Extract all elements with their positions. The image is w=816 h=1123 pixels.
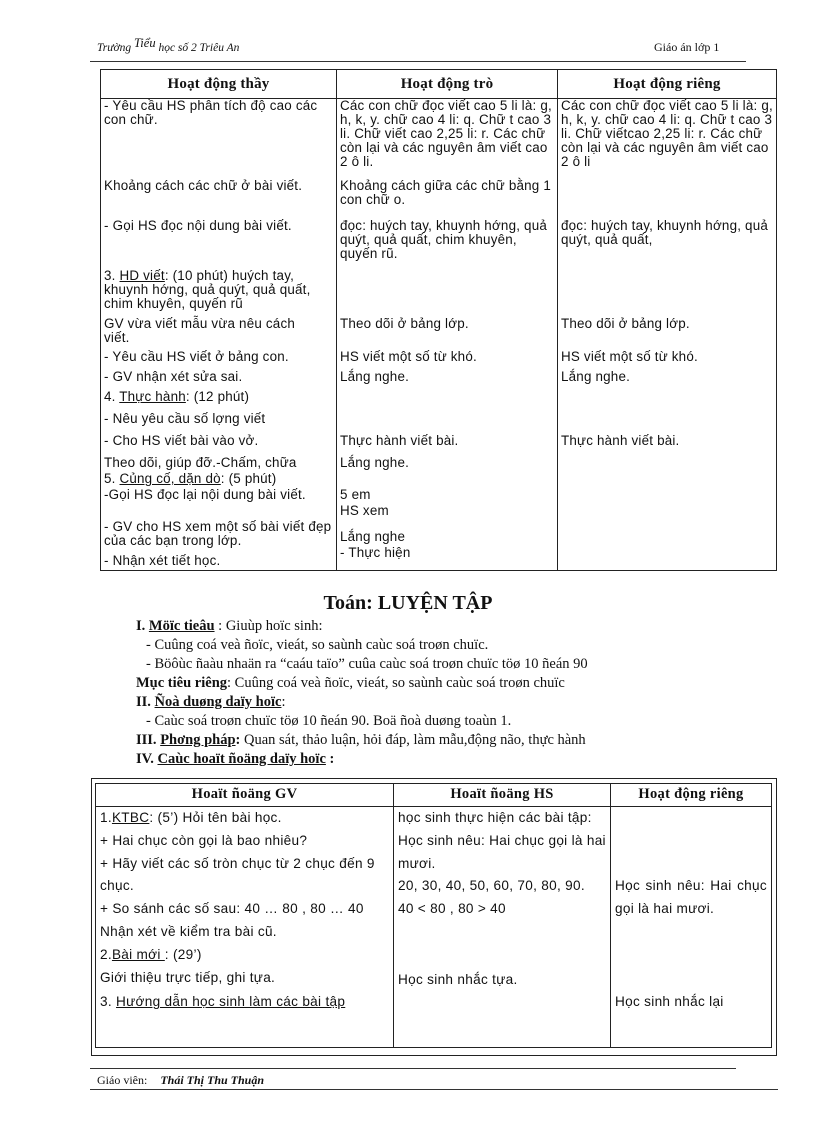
obj-iii-rest: Quan sát, thảo luận, hỏi đáp, làm mẫu,động não, thực hành bbox=[240, 732, 586, 748]
t2-gv-l6-label: Bài mới bbox=[111, 946, 165, 962]
t1-rieng-col bbox=[558, 99, 777, 571]
header-school-1: Trường bbox=[97, 42, 132, 54]
t1-c1-r12-label: Củng cố, dặn dò bbox=[119, 471, 221, 486]
t1-c1-r5 bbox=[104, 314, 333, 350]
obj-i-label: Möïc tieâu bbox=[148, 618, 215, 634]
obj-iv-num: IV. bbox=[136, 751, 154, 767]
obj-iv bbox=[136, 750, 756, 769]
obj-i-num: I. bbox=[136, 618, 146, 634]
t2-header-rieng: Hoạt động riêng bbox=[611, 784, 772, 807]
t1-c2-r3: đọc: huých tay, khuynh hớng, quả quýt, quả quất, chim khuyên, quyến rũ. bbox=[340, 218, 547, 261]
obj-iii bbox=[136, 731, 756, 750]
activity-table-2 bbox=[95, 783, 772, 1048]
t1-c2-r15: - Thực hiện bbox=[340, 545, 411, 560]
t2-gv-l6-rest: : (29’) bbox=[164, 946, 202, 962]
t1-c2-r11: Lắng nghe. bbox=[340, 455, 410, 470]
obj-i-1: - Cuûng coá veà ñoïc, vieát, so saùnh caùc soá troøn chuïc. bbox=[146, 637, 489, 653]
t1-c1-r8 bbox=[104, 390, 333, 412]
t1-teacher-col bbox=[101, 99, 337, 571]
t2-gv-l8 bbox=[100, 991, 389, 1014]
t2-hs-l5: Học sinh nhắc tựa. bbox=[398, 971, 518, 987]
t1-c2-r10: Thực hành viết bài. bbox=[340, 433, 459, 448]
obj-ii-num: II. bbox=[136, 694, 151, 710]
t2-gv-l3: + Hãy viết các số tròn chục từ 2 chục đến 9 chục. bbox=[100, 855, 375, 894]
obj-i bbox=[136, 617, 756, 636]
obj-rieng-rest: : Cuûng coá veà ñoïc, vieát, so saùnh caùc soá troøn chuïc bbox=[227, 675, 565, 691]
t1-c2-r6: HS viết một số từ khó. bbox=[340, 349, 477, 364]
t1-c1-r4-label: HD viết bbox=[119, 268, 165, 283]
footer-rule-bottom bbox=[90, 1089, 778, 1090]
activity-table-1 bbox=[100, 69, 777, 571]
t2-header-gv: Hoaït ñoäng GV bbox=[96, 784, 394, 807]
t1-c1-r13: -Gọi HS đọc lại nội dung bài viết. bbox=[104, 487, 306, 502]
t1-c2-r2: Khoảng cách giữa các chữ bằng 1 con chữ o. bbox=[340, 178, 551, 207]
t1-c1-r3: - Gọi HS đọc nội dung bài viết. bbox=[104, 218, 292, 233]
t1-c1-r2: Khoảng cách các chữ ở bài viết. bbox=[104, 178, 303, 193]
t1-c2-r1: Các con chữ đọc viết cao 5 li là: g, h, k, y. chữ cao 4 li: q. Chữ t cao 3 li. Chữ viết cao 2,25 li: r. Các chữ còn lại và các nguyên âm viết cao 2 ô li. bbox=[340, 98, 552, 169]
t2-rieng-l1: Học sinh nêu: Hai chục gọi là hai mươi. bbox=[615, 878, 767, 916]
t1-c1-r6: - Yêu cầu HS viết ở bảng con. bbox=[104, 349, 289, 364]
activity-table-2-frame bbox=[91, 778, 777, 1056]
t1-c3-r5: Theo dõi ở bảng lớp. bbox=[561, 316, 690, 331]
t1-c2-r13: 5 em bbox=[340, 487, 371, 502]
t1-c1-r12-rest: : (5 phút) bbox=[220, 471, 277, 486]
t2-gv-l1-label: KTBC bbox=[111, 810, 150, 825]
t2-header-hs: Hoaït ñoäng HS bbox=[394, 784, 611, 807]
t1-c3-r1: Các con chữ đọc viết cao 5 li là: g, h, k, y. chữ cao 4 li: q. Chữ t cao 3 li. Chữ viếtcao 2,25 li: r. Các chữ còn lại và các nguyên âm viết cao 2 ô li bbox=[561, 98, 773, 169]
t1-c1-r8-rest: : (12 phút) bbox=[185, 389, 250, 404]
obj-rieng bbox=[136, 674, 756, 693]
footer-rule-top bbox=[90, 1068, 736, 1069]
t1-c1-r5-text: GV vừa viết mẫu vừa nêu cách viết. bbox=[104, 316, 295, 345]
t2-hs-l3: 20, 30, 40, 50, 60, 70, 80, 90. bbox=[398, 878, 585, 894]
t1-c2-r5: Theo dõi ở bảng lớp. bbox=[340, 316, 469, 331]
t1-c1-r9: - Nêu yêu cầu số lợng viết bbox=[104, 411, 266, 426]
t2-gv-l1-num: 1. bbox=[100, 810, 112, 825]
header-school-3: học số 2 Triêu An bbox=[158, 42, 240, 54]
t1-c1-r4-rest: : (10 phút) huých tay, khuynh hớng, quả quýt, quả quất, chim khuyên, quyến rũ bbox=[104, 268, 311, 311]
t2-hs-l4: 40 < 80 , 80 > 40 bbox=[398, 901, 506, 917]
t2-hs-l2: Học sinh nêu: Hai chục gọi là hai mươi. bbox=[398, 832, 606, 871]
t2-gv-l1-rest: : (5’) Hỏi tên bài học. bbox=[149, 810, 282, 825]
footer-label: Giáo viên: bbox=[97, 1073, 148, 1087]
obj-ii-rest: : bbox=[281, 694, 286, 710]
header-school-2: Tiểu bbox=[134, 36, 156, 50]
t1-c1-r11: Theo dõi, giúp đỡ.-Chấm, chữa bbox=[104, 455, 297, 470]
obj-iii-label: Phơng pháp bbox=[160, 732, 236, 748]
obj-iv-label: Caùc hoaït ñoäng daïy hoïc bbox=[157, 751, 326, 767]
t1-c1-r1: - Yêu cầu HS phân tích độ cao các con chữ. bbox=[104, 98, 318, 127]
t2-gv-l5: Nhận xét về kiểm tra bài cũ. bbox=[100, 923, 277, 939]
t2-hs-l1: học sinh thực hiện các bài tập: bbox=[398, 810, 592, 825]
t1-c3-r3: đọc: huých tay, khuynh hớng, quả quýt, quả quất, bbox=[561, 218, 768, 247]
obj-iii-colon: : bbox=[235, 732, 241, 748]
t1-c1-r10: - Cho HS viết bài vào vở. bbox=[104, 433, 259, 448]
objectives-section bbox=[136, 617, 756, 769]
obj-i-2: - Böôùc ñaàu nhaän ra “caáu taïo” cuûa caùc soá troøn chuïc töø 10 ñeán 90 bbox=[146, 656, 588, 672]
t1-c2-r14a: HS xem bbox=[340, 503, 389, 518]
t2-gv-l8-num: 3. bbox=[100, 994, 117, 1010]
t2-gv-l7: Giới thiệu trực tiếp, ghi tựa. bbox=[100, 969, 276, 985]
t1-header-teacher: Hoạt động thầy bbox=[101, 70, 337, 99]
t1-header-rieng: Hoạt động riêng bbox=[558, 70, 777, 99]
t1-c3-r7: Lắng nghe. bbox=[561, 369, 631, 384]
t1-c1-r4-num: 3. bbox=[104, 268, 116, 283]
t1-c2-r14b: Lắng nghe bbox=[340, 529, 406, 544]
t1-c2-r7: Lắng nghe. bbox=[340, 369, 410, 384]
header-grade: Giáo án lớp 1 bbox=[654, 40, 720, 54]
t2-rieng-l2: Học sinh nhắc lại bbox=[615, 993, 724, 1009]
t1-c1-r4 bbox=[104, 269, 333, 314]
obj-ii-label: Ñoà duøng daïy hoïc bbox=[154, 694, 282, 710]
t2-rieng-col bbox=[611, 807, 772, 1048]
footer-name: Thái Thị Thu Thuận bbox=[160, 1073, 265, 1087]
t1-c1-r15: - Nhận xét tiết học. bbox=[104, 553, 221, 568]
t2-gv-l8-label: Hướng dẫn học sinh làm các bài tập bbox=[116, 994, 346, 1010]
t2-gv-l1 bbox=[100, 807, 389, 830]
lesson-title: Toán: LUYỆN TẬP bbox=[323, 592, 493, 614]
t1-header-student: Hoạt động trò bbox=[337, 70, 558, 99]
t1-c1-r8-num: 4. bbox=[104, 389, 116, 404]
obj-iv-rest: : bbox=[325, 751, 335, 767]
footer-teacher bbox=[97, 1073, 264, 1088]
t1-student-col bbox=[337, 99, 558, 571]
obj-iii-num: III. bbox=[136, 732, 157, 748]
t1-c3-r6: HS viết một số từ khó. bbox=[561, 349, 698, 364]
t2-gv-l4: + So sánh các số sau: 40 … 80 , 80 … 40 bbox=[100, 901, 364, 917]
t1-c1-r12 bbox=[104, 472, 333, 488]
t1-c1-r7: - GV nhận xét sửa sai. bbox=[104, 369, 243, 384]
obj-ii bbox=[136, 693, 756, 712]
t1-c1-r12-num: 5. bbox=[104, 471, 116, 486]
t2-gv-l6-num: 2. bbox=[100, 946, 112, 962]
t1-c3-r10: Thực hành viết bài. bbox=[561, 433, 680, 448]
t2-gv-l6 bbox=[100, 944, 389, 967]
obj-ii-1: - Caùc soá troøn chuïc töø 10 ñeán 90. Boä ñoà duøng toaùn 1. bbox=[146, 713, 512, 729]
header-school bbox=[97, 36, 240, 55]
obj-i-rest: : Giuùp hoïc sinh: bbox=[214, 618, 323, 634]
t2-gv-col bbox=[96, 807, 394, 1048]
t2-hs-col bbox=[394, 807, 611, 1048]
t1-c1-r14: - GV cho HS xem một số bài viết đẹp của các bạn trong lớp. bbox=[104, 519, 332, 548]
obj-rieng-label: Mục tiêu riêng bbox=[136, 675, 228, 691]
t2-gv-l2: + Hai chục còn gọi là bao nhiêu? bbox=[100, 832, 308, 848]
t1-c1-r8-label: Thực hành bbox=[119, 389, 186, 404]
header-rule bbox=[90, 61, 746, 62]
